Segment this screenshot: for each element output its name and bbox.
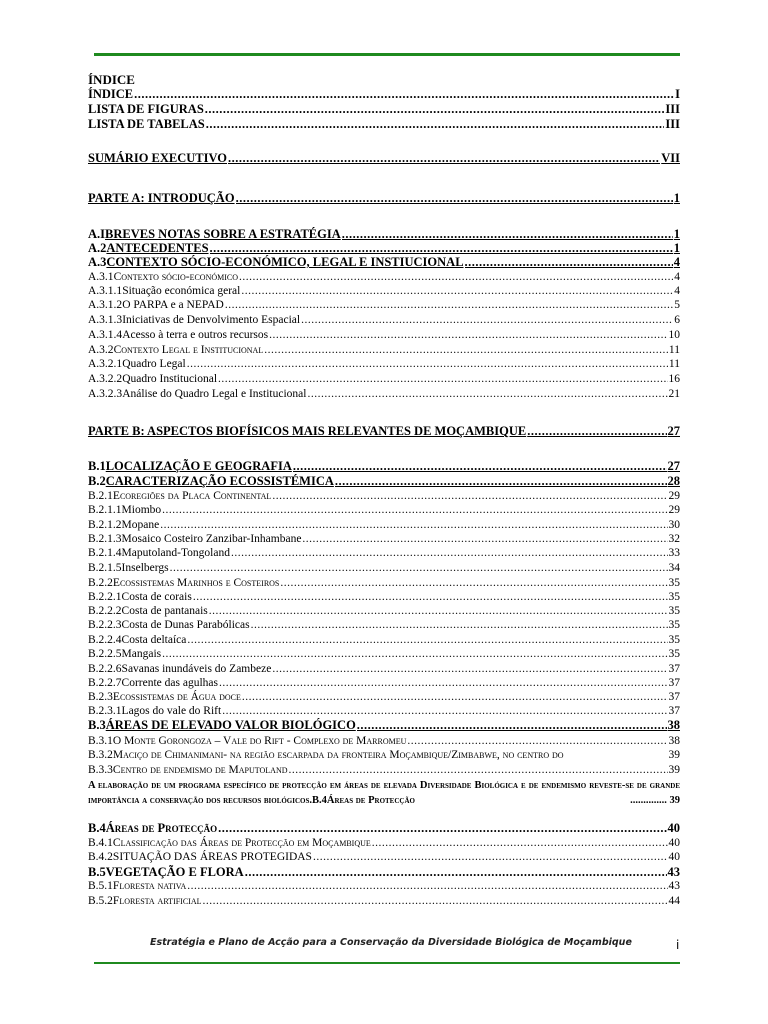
- toc-entry-page: 16: [668, 373, 680, 385]
- toc-entry-page: III: [665, 102, 680, 116]
- toc-leader-dots: [193, 591, 668, 604]
- toc-entry-page: 35: [668, 591, 680, 603]
- toc-entry[interactable]: [88, 562, 680, 575]
- toc-entry-number: B.2.1.2: [88, 519, 122, 531]
- toc-entry-number: A.2: [88, 241, 107, 255]
- toc-entry-number: B.5.1: [88, 880, 113, 892]
- toc-entry-page: 1: [673, 191, 680, 205]
- paragraph-text: A elaboração de um programa específico de protecção em áreas de elevada Diversidade Biológica e de endemismo reveste-se de grande importância a conservação dos recursos biológicos.B.4Áreas de Protecção: [88, 780, 680, 806]
- toc-entry[interactable]: [88, 490, 680, 503]
- toc-entry-number: B.2.2.2: [88, 605, 122, 617]
- toc-entry-page: 4: [674, 285, 680, 297]
- toc-leader-dots: [187, 358, 668, 371]
- toc-entry-page: 44: [668, 895, 680, 907]
- toc-entry[interactable]: [88, 475, 680, 488]
- toc-entry-number: A.3.1.4: [88, 329, 123, 341]
- toc-entry-page: 35: [668, 648, 680, 660]
- toc-entry-number: B.4.1: [88, 837, 113, 849]
- toc-entry-number: B.2.3.1: [88, 705, 122, 717]
- toc-entry-label: SITUAÇÃO DAS ÁREAS PROTEGIDAS: [112, 851, 312, 863]
- toc-leader-dots: [187, 634, 667, 647]
- toc-entry-label: Quadro Legal: [122, 358, 186, 370]
- toc-entry[interactable]: [88, 764, 680, 777]
- toc-entry-page: 11: [668, 344, 680, 356]
- toc-entry-number: B.2.1.5: [88, 562, 122, 574]
- toc-leader-dots: [160, 519, 667, 532]
- toc-entry[interactable]: [88, 103, 680, 116]
- toc-entry-page: 43: [668, 880, 680, 892]
- toc-entry-number: B.2.2: [88, 577, 113, 589]
- toc-entry-label: Savanas inundáveis do Zambeze: [121, 663, 272, 675]
- toc-entry-number: B.2.2.3: [88, 619, 122, 631]
- toc-entry-number: A.3: [88, 255, 107, 269]
- toc-entry-label: Costa deltaíca: [121, 634, 187, 646]
- toc-entry-number: A.3.1.3: [88, 314, 123, 326]
- toc-entry-label: CARACTERIZAÇÃO ECOSSISTÉMICA: [105, 474, 334, 488]
- toc-entry-number: B.2.2.1: [88, 591, 122, 603]
- toc-paragraph-entry[interactable]: [88, 778, 680, 808]
- toc-entry[interactable]: [88, 425, 680, 438]
- toc-entry-number: B.5.2: [88, 895, 113, 907]
- toc-entry-label: Maciço de Chimanimani- na região escarpada da fronteira Moçambique/Zimbabwe, no centro do: [112, 749, 564, 761]
- toc-entry-number: B.2.2.7: [88, 677, 122, 689]
- toc-entry[interactable]: [88, 88, 680, 101]
- footer-text: Estratégia e Plano de Acção para a Conservação da Diversidade Biológica de Moçambique: [150, 937, 632, 948]
- toc-entry-page: 27: [667, 459, 680, 473]
- toc-entry-number: A.3.1.2: [88, 299, 123, 311]
- toc-entry-page: 38: [668, 735, 680, 747]
- toc-entry[interactable]: [88, 460, 680, 473]
- toc-leader-dots: [335, 475, 667, 488]
- toc-entry-page: 28: [667, 474, 680, 488]
- toc-entry[interactable]: [88, 663, 680, 676]
- toc-entry-label: PARTE B: ASPECTOS BIOFÍSICOS MAIS RELEVANTES DE MOÇAMBIQUE: [88, 424, 527, 438]
- toc-leader-dots: [218, 822, 666, 835]
- toc-entry[interactable]: [88, 314, 680, 327]
- toc-entry-number: B.4: [88, 821, 106, 835]
- toc-leader-dots: [264, 344, 668, 357]
- toc-entry-number: A.3.2.1: [88, 358, 123, 370]
- toc-entry-label: SUMÁRIO EXECUTIVO: [88, 151, 228, 165]
- toc-entry-label: CONTEXTO SÓCIO-ECONÓMICO, LEGAL E INSTIUCIONAL: [106, 255, 464, 269]
- toc-leader-dots: [225, 299, 673, 312]
- toc-entry-label: BREVES NOTAS SOBRE A ESTRATÉGIA: [105, 227, 341, 241]
- toc-entry-label: Ecoregiões da Placa Continental: [112, 490, 272, 502]
- toc-entry-number: B.1: [88, 459, 106, 473]
- toc-entry[interactable]: [88, 719, 680, 732]
- toc-leader-dots: [231, 547, 668, 560]
- toc-leader-dots: [245, 866, 667, 879]
- toc-entry-page: 40: [668, 851, 680, 863]
- toc-entry[interactable]: [88, 634, 680, 647]
- toc-entry-page: 37: [668, 705, 680, 717]
- toc-entry-label: O PARPA e a NEPAD: [122, 299, 224, 311]
- toc-entry[interactable]: [88, 895, 680, 908]
- toc-entry-number: B.2.1.1: [88, 504, 122, 516]
- toc-leader-dots: [313, 851, 668, 864]
- toc-entry-page: 38: [667, 718, 680, 732]
- toc-entry-label: PARTE A: INTRODUÇÃO: [88, 191, 235, 205]
- toc-entry-number: A.3.2.3: [88, 388, 123, 400]
- toc-entry-page: 29: [668, 504, 680, 516]
- toc-entry-page: 27: [667, 424, 680, 438]
- toc-entry-label: Contexto sócio-económico: [113, 271, 239, 283]
- toc-entry[interactable]: [88, 851, 680, 864]
- toc-entry-page: 40: [667, 821, 680, 835]
- toc-entry-number: B.2.2.5: [88, 648, 122, 660]
- toc-entry-label: ANTECEDENTES: [106, 241, 209, 255]
- toc-entry-label: LISTA DE TABELAS: [88, 117, 205, 131]
- toc-entry-number: A.3.1: [88, 271, 114, 283]
- toc-entry-page: 37: [668, 691, 680, 703]
- toc-entry-label: Costa de pantanais: [121, 605, 208, 617]
- toc-leader-dots: [205, 103, 665, 116]
- toc-entry-label: VEGETAÇÃO E FLORA: [105, 865, 244, 879]
- toc-entry-number: A.3.2: [88, 344, 114, 356]
- toc-entry-page: 43: [667, 865, 680, 879]
- toc-leader-dots: [203, 895, 668, 908]
- toc-leader-dots: [280, 577, 667, 590]
- toc-entry[interactable]: [88, 749, 680, 762]
- toc-leader-dots: [241, 285, 673, 298]
- toc-entry[interactable]: [88, 152, 680, 165]
- toc-entry-page: 40: [668, 837, 680, 849]
- toc-entry-page: 6: [674, 314, 680, 326]
- toc-entry-number: B.3.1: [88, 735, 113, 747]
- toc-entry[interactable]: [88, 271, 680, 284]
- toc-leader-dots: [301, 314, 673, 327]
- index-heading: ÍNDICE: [88, 72, 135, 87]
- toc-entry[interactable]: [88, 256, 680, 269]
- toc-leader-dots: [465, 256, 673, 269]
- toc-entry-label: Costa de corais: [121, 591, 192, 603]
- toc-entry-page: 11: [668, 358, 680, 370]
- toc-entry-number: B.5: [88, 865, 106, 879]
- toc-leader-dots: [289, 764, 668, 777]
- toc-entry[interactable]: [88, 533, 680, 546]
- toc-leader-dots: [134, 88, 674, 101]
- toc-entry[interactable]: [88, 677, 680, 690]
- toc-entry[interactable]: [88, 735, 680, 748]
- toc-entry-number: A.I: [88, 227, 106, 241]
- toc-entry[interactable]: [88, 228, 680, 241]
- toc-entry-label: Mopane: [121, 519, 160, 531]
- toc-entry-page: 39: [668, 764, 680, 776]
- top-rule: [94, 53, 680, 56]
- toc-leader-dots: [342, 228, 673, 241]
- toc-entry-page: III: [665, 117, 680, 131]
- toc-leader-dots: [372, 837, 668, 850]
- toc-entry-number: B.2.1.3: [88, 533, 122, 545]
- toc-entry-label: LISTA DE FIGURAS: [88, 102, 204, 116]
- toc-entry[interactable]: [88, 705, 680, 718]
- toc-entry[interactable]: [88, 837, 680, 850]
- toc-entry[interactable]: [88, 242, 680, 255]
- toc-entry[interactable]: [88, 822, 680, 835]
- toc-leader-dots: [302, 533, 667, 546]
- toc-entry-page: 10: [668, 329, 680, 341]
- toc-leader-dots: [236, 192, 673, 205]
- toc-entry-label: Classificação das Áreas de Protecção em Moçambique: [112, 837, 371, 849]
- toc-entry[interactable]: [88, 577, 680, 590]
- toc-leader-dots: [242, 691, 668, 704]
- toc-entry-label: Miombo: [121, 504, 162, 516]
- toc-entry-label: LOCALIZAÇÃO E GEOGRAFIA: [105, 459, 292, 473]
- toc-entry-label: Mangais: [121, 648, 162, 660]
- toc-entry-page: 30: [668, 519, 680, 531]
- toc-leader-dots: [269, 329, 667, 342]
- toc-entry-page: 37: [668, 677, 680, 689]
- toc-leader-dots: [218, 373, 667, 386]
- toc-entry-label: Acesso à terra e outros recursos: [122, 329, 269, 341]
- toc-leader-dots: [206, 118, 665, 131]
- toc-entry-page: VII: [661, 151, 680, 165]
- toc-entry[interactable]: [88, 866, 680, 879]
- toc-leader-dots: [357, 719, 667, 732]
- toc-entry-label: Quadro Institucional: [122, 373, 218, 385]
- toc-entry-number: B.2.1.4: [88, 547, 122, 559]
- toc-entry-number: B.2.3: [88, 691, 113, 703]
- toc-entry-page: I: [675, 87, 680, 101]
- toc-entry-page: 35: [668, 577, 680, 589]
- toc-entry-label: Floresta nativa: [112, 880, 187, 892]
- toc-entry-page: 21: [668, 388, 680, 400]
- toc-entry-label: O Monte Gorongoza – Vale do Rift - Complexo de Marromeu: [112, 735, 407, 747]
- toc-entry-number: B.2: [88, 474, 106, 488]
- toc-entry-page: 37: [668, 663, 680, 675]
- toc-entry-label: Centro de endemismo de Maputoland: [112, 764, 288, 776]
- toc-leader-dots: [272, 490, 667, 503]
- toc-leader-dots: [209, 605, 668, 618]
- toc-entry-label: Ecossistemas de Água doce: [112, 691, 241, 703]
- toc-leader-dots: [527, 425, 666, 438]
- toc-entry-label: Iniciativas de Denvolvimento Espacial: [122, 314, 301, 326]
- toc-entry-page: 5: [674, 299, 680, 311]
- toc-leader-dots: [219, 677, 668, 690]
- toc-entry-number: B.2.2.6: [88, 663, 122, 675]
- toc-entry-label: Floresta artificial: [112, 895, 202, 907]
- toc-entry-label: Mosaico Costeiro Zanzibar-Inhambane: [121, 533, 302, 545]
- toc-entry-page: 35: [668, 605, 680, 617]
- toc-entry[interactable]: [88, 619, 680, 632]
- toc-entry-number: A.3.1.1: [88, 285, 123, 297]
- bottom-rule: [94, 962, 680, 964]
- toc-entry-number: B.2.2.4: [88, 634, 122, 646]
- toc-leader-dots: [239, 271, 673, 284]
- toc-entry-number: B.3.2: [88, 749, 113, 761]
- toc-entry[interactable]: [88, 519, 680, 532]
- toc-leader-dots: [162, 504, 667, 517]
- toc-leader-dots: [170, 562, 668, 575]
- toc-entry-page: 34: [668, 562, 680, 574]
- toc-leader-dots: [187, 880, 667, 893]
- toc-entry-label: Maputoland-Tongoland: [121, 547, 230, 559]
- page-number: i: [676, 938, 680, 952]
- toc-entry[interactable]: [88, 285, 680, 298]
- toc-entry[interactable]: [88, 388, 680, 401]
- toc-entry[interactable]: [88, 547, 680, 560]
- toc-entry-number: B.2.1: [88, 490, 113, 502]
- toc-entry[interactable]: [88, 299, 680, 312]
- toc-entry[interactable]: [88, 329, 680, 342]
- toc-entry-label: Situação económica geral: [122, 285, 241, 297]
- toc-entry-label: Ecossistemas Marinhos e Costeiros: [112, 577, 280, 589]
- toc-entry-label: ÍNDICE: [88, 87, 134, 101]
- toc-entry-page: 32: [668, 533, 680, 545]
- toc-entry-page: 4: [673, 255, 680, 269]
- toc-entry[interactable]: [88, 691, 680, 704]
- toc-entry[interactable]: [88, 118, 680, 131]
- toc-entry-number: A.3.2.2: [88, 373, 123, 385]
- toc-entry-label: Corrente das agulhas: [121, 677, 218, 689]
- toc-leader-dots: [307, 388, 667, 401]
- toc-entry[interactable]: [88, 344, 680, 357]
- paragraph-page: .............. 39: [630, 795, 680, 806]
- toc-entry-page: 35: [668, 634, 680, 646]
- toc-entry[interactable]: [88, 373, 680, 386]
- toc-entry[interactable]: [88, 504, 680, 517]
- toc-entry[interactable]: [88, 192, 680, 205]
- toc-leader-dots: [228, 152, 660, 165]
- toc-entry[interactable]: [88, 591, 680, 604]
- toc-leader-dots: [222, 705, 667, 718]
- toc-entry-number: B.4.2: [88, 851, 113, 863]
- toc-entry-label: Inselbergs: [121, 562, 169, 574]
- toc-entry-label: Áreas de Protecção: [105, 821, 218, 835]
- toc-leader-dots: [293, 460, 667, 473]
- toc-entry-label: Lagos do vale do Rift: [121, 705, 222, 717]
- toc-leader-dots: [272, 663, 667, 676]
- toc-leader-dots: [162, 648, 667, 661]
- toc-leader-dots: [210, 242, 673, 255]
- toc-entry-label: Contexto Legal e Institucional: [113, 344, 264, 356]
- toc-entry-label: Análise do Quadro Legal e Institucional: [122, 388, 307, 400]
- toc-entry-page: 1: [673, 227, 680, 241]
- toc-entry-page: 35: [668, 619, 680, 631]
- toc-entry[interactable]: [88, 605, 680, 618]
- toc-leader-dots: [407, 735, 667, 748]
- toc-entry[interactable]: [88, 648, 680, 661]
- toc-entry-page: 1: [673, 241, 680, 255]
- toc-entry-label: Costa de Dunas Parabólicas: [121, 619, 250, 631]
- toc-entry-number: B.3.3: [88, 764, 113, 776]
- toc-leader-dots: [251, 619, 668, 632]
- toc-entry-page: 4: [674, 271, 680, 283]
- toc-entry[interactable]: [88, 358, 680, 371]
- toc-entry-page: 29: [668, 490, 680, 502]
- toc-entry-page: 39: [668, 749, 680, 761]
- toc-entry-label: ÁREAS DE ELEVADO VALOR BIOLÓGICO: [105, 718, 356, 732]
- toc-entry-number: B.3: [88, 718, 106, 732]
- toc-entry-page: 33: [668, 547, 680, 559]
- toc-entry[interactable]: [88, 880, 680, 893]
